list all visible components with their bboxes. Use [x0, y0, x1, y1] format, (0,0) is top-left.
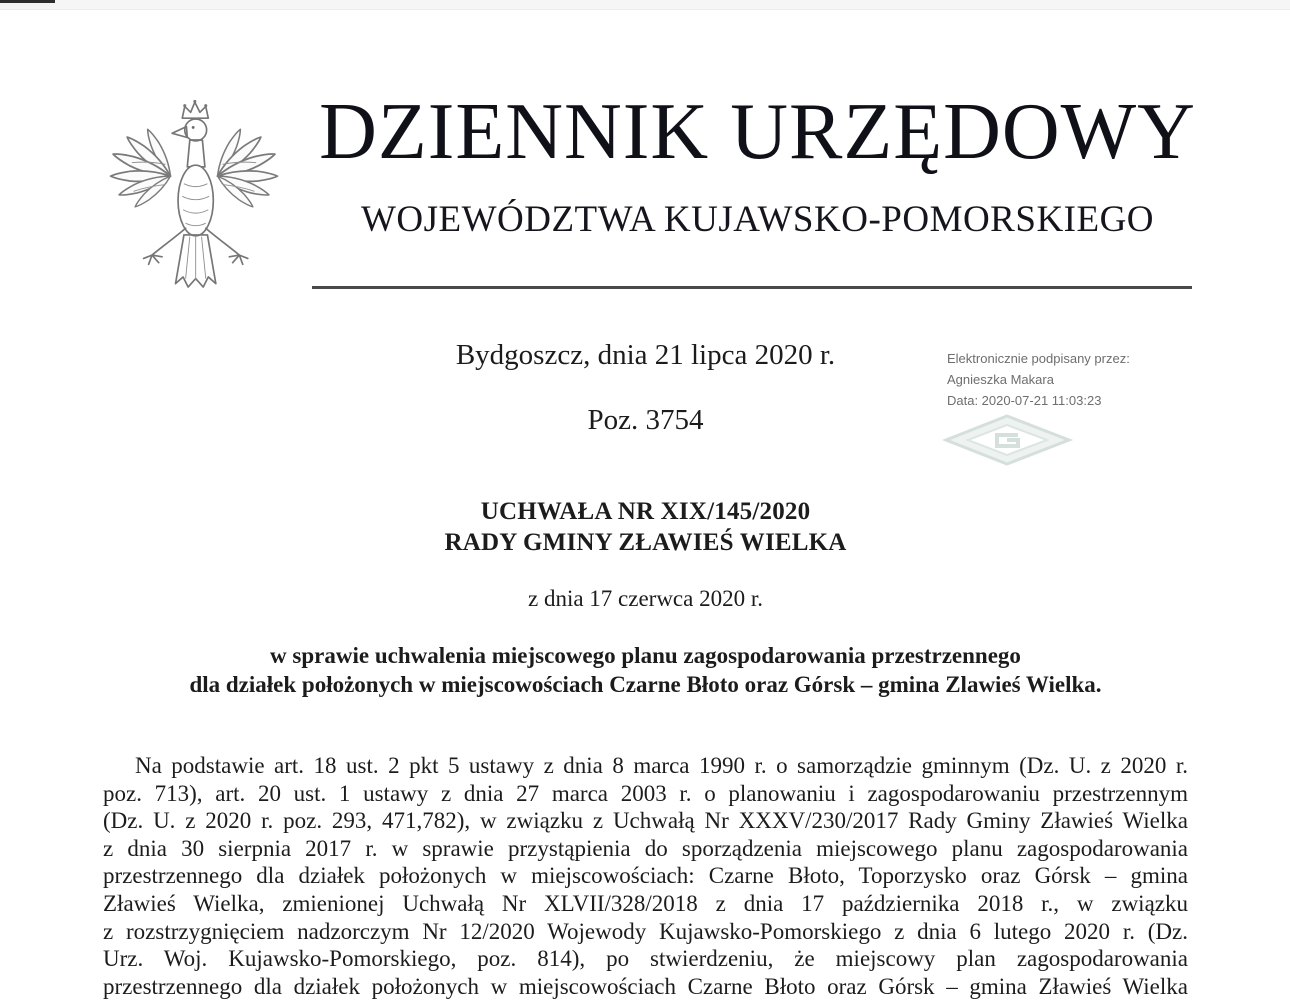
place-date-line: Bydgoszcz, dnia 21 lipca 2020 r.	[455, 339, 836, 371]
body-text-line: (Dz. U. z 2020 r. poz. 293, 471,782), w związku z Uchwałą Nr XXXV/230/2017 Rady Gminy Zławieś Wielka	[103, 808, 1188, 834]
resolution-number: UCHWAŁA NR XIX/145/2020	[480, 498, 811, 525]
body-text-line: poz. 713), art. 20 ust. 1 ustawy z dnia 27 marca 2003 r. o planowaniu i zagospodarowaniu przestrzennym	[103, 780, 1188, 806]
resolution-body-paragraph	[103, 752, 1188, 999]
resolution-date: z dnia 17 czerwca 2020 r.	[527, 586, 763, 611]
resolution-subject-line1: w sprawie uchwalenia miejscowego planu zagospodarowania przestrzennego	[270, 643, 1021, 668]
body-text-line: przestrzennego dla działek położonych w miejscowościach: Czarne Błoto, Toporzysko oraz Górsk – gmina	[103, 863, 1188, 889]
screenshot-top-edge	[0, 0, 1290, 10]
polish-eagle-emblem-icon	[110, 88, 278, 313]
resolution-authority: RADY GMINY ZŁAWIEŚ WIELKA	[444, 529, 847, 556]
journal-subtitle: WOJEWÓDZTWA KUJAWSKO-POMORSKIEGO	[360, 199, 1155, 240]
signature-name: Agnieszka Makara	[947, 372, 1054, 387]
electronic-signature-block	[947, 348, 1167, 411]
signature-caption: Elektronicznie podpisany przez:	[947, 351, 1130, 366]
body-text-line: Zławieś Wielka, zmienionej Uchwałą Nr XLVII/328/2018 z dnia 17 października 2018 r., w związku	[103, 890, 1188, 916]
body-text-line: Na podstawie art. 18 ust. 2 pkt 5 ustawy z dnia 8 marca 1990 r. o samorządzie gminnym (Dz. U. z 2020 r.	[135, 753, 1188, 778]
screenshot-top-left-mark	[0, 0, 55, 3]
body-text-line: przestrzennego dla działek położonych w miejscowościach Czarne Błoto oraz Górsk – gmina Zławieś Wielka	[103, 973, 1188, 999]
body-text-line: z rozstrzygnięciem nadzorczym Nr 12/2020 Wojewody Kujawsko-Pomorskiego z dnia 6 lutego 2020 r. (Dz.	[103, 918, 1188, 944]
emblem-container	[110, 88, 278, 313]
journal-title: DZIENNIK URZĘDOWY	[319, 88, 1196, 176]
masthead-divider	[312, 286, 1192, 289]
position-number: Poz. 3754	[587, 404, 704, 436]
resolution-subject-line2: dla działek położonych w miejscowościach Czarne Błoto oraz Górsk – gmina Zlawieś Wielka.	[189, 672, 1102, 697]
resolution-title	[103, 496, 1188, 558]
resolution-subject	[103, 641, 1188, 699]
body-text-line: Urz. Woj. Kujawsko-Pomorskiego, poz. 814), po stwierdzeniu, że miejscowy plan zagospodarowania	[103, 946, 1188, 972]
body-text-line: z dnia 30 sierpnia 2017 r. w sprawie przystąpienia do sporządzenia miejscowego planu zagospodarowania	[103, 835, 1188, 861]
signature-date: Data: 2020-07-21 11:03:23	[947, 393, 1102, 408]
